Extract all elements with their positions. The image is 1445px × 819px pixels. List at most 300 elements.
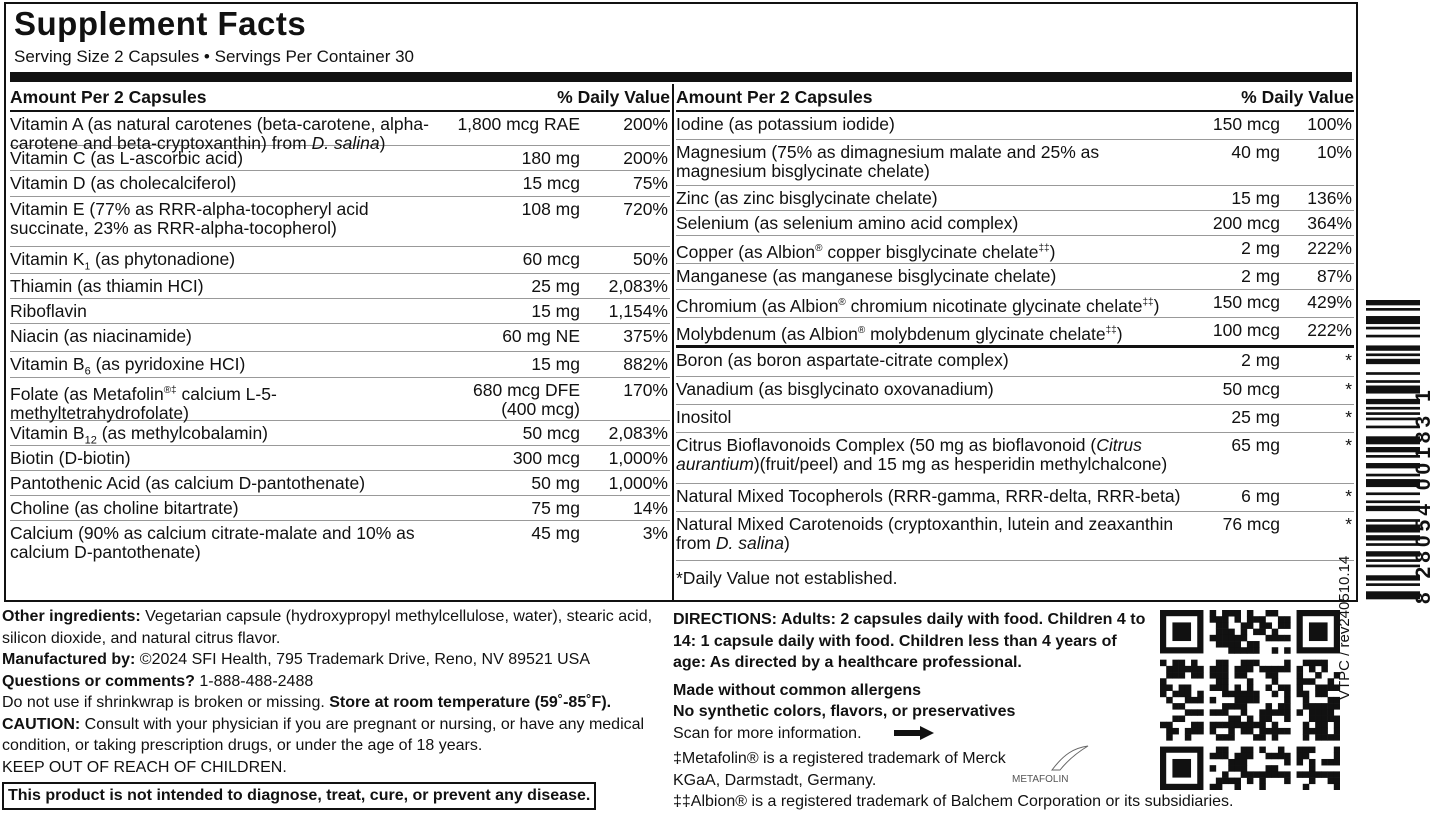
qr-module [1216, 778, 1223, 785]
qr-module [1309, 716, 1316, 723]
qr-module [1247, 684, 1254, 691]
nutrient-name: Natural Mixed Tocopherols (RRR-gamma, RRR-delta, RRR-beta) [676, 486, 1181, 506]
qr-module [1179, 703, 1186, 710]
qr-module [1166, 697, 1173, 704]
nutrient-row [10, 112, 670, 153]
divider-bar [10, 72, 1352, 82]
qr-module [1241, 728, 1248, 735]
qr-module [1234, 697, 1241, 704]
qr-module [1334, 703, 1340, 710]
qr-module [1272, 691, 1279, 698]
metafolin-trademark: ‡Metafolin® is a registered trademark of Merck KGaA, Darmstadt, Germany. [673, 750, 1006, 789]
qr-module [1284, 622, 1291, 629]
nutrient-name: Natural Mixed Carotenoids (cryptoxanthin, lutein and zeaxanthin from D. salina) [676, 514, 1174, 553]
nutrient-dv: 136% [1307, 188, 1352, 208]
qr-module [1247, 660, 1254, 667]
barcode-bar [1366, 327, 1420, 330]
qr-module [1334, 759, 1340, 766]
qr-module [1241, 691, 1248, 698]
qr-module [1321, 771, 1328, 778]
qr-module [1210, 635, 1217, 642]
qr-module [1328, 709, 1335, 716]
qr-module [1216, 684, 1223, 691]
qr-module [1303, 691, 1310, 698]
qr-module [1272, 722, 1279, 729]
barcode-bar [1366, 300, 1420, 305]
serving-info: Serving Size 2 Capsules • Servings Per Container 30 [14, 47, 414, 66]
qr-module [1160, 684, 1167, 691]
qr-module [1259, 666, 1266, 673]
qr-module [1321, 660, 1328, 667]
qr-module [1216, 678, 1223, 685]
qr-module [1328, 703, 1335, 710]
qr-module [1321, 709, 1328, 716]
nutrient-amount: 100 mcg [1212, 320, 1280, 340]
nutrient-amount: 150 mcg [1212, 114, 1280, 134]
qr-module [1185, 728, 1192, 735]
qr-module [1328, 734, 1335, 741]
nutrient-dv: * [1345, 486, 1352, 506]
qr-module [1222, 610, 1229, 617]
barcode-bar [1366, 308, 1420, 311]
qr-module [1222, 684, 1229, 691]
nutrient-name: Vitamin C (as L-ascorbic acid) [10, 148, 244, 168]
qr-module [1259, 784, 1266, 790]
nutrient-row [10, 247, 670, 274]
nutrient-dv: 1,154% [608, 301, 668, 321]
qr-module [1309, 728, 1316, 735]
qr-module [1234, 635, 1241, 642]
nutrient-name: Folate (as Metafolin®‡ calcium L-5-methyltetrahydrofolate) [10, 383, 277, 423]
qr-module [1259, 747, 1266, 754]
qr-module [1297, 666, 1304, 673]
nutrient-name: Magnesium (75% as dimagnesium malate and 25% as magnesium bisglycinate chelate) [676, 142, 1100, 181]
nutrient-name: Pantothenic Acid (as calcium D-pantothenate) [10, 473, 366, 493]
nutrient-name: Thiamin (as thiamin HCI) [10, 276, 204, 296]
caution: CAUTION: Consult with your physician if you are pregnant or nursing, or have any medical condition, or taking prescription drugs, or under the age of 18 years. [2, 715, 645, 754]
qr-module [1234, 641, 1241, 648]
qr-module [1216, 672, 1223, 679]
qr-module [1253, 660, 1260, 667]
nutrient-row [676, 484, 1354, 512]
arrow-right-icon [894, 726, 934, 740]
nutrient-row [676, 140, 1354, 186]
qr-module [1234, 703, 1241, 710]
qr-module [1334, 747, 1340, 754]
supplement-facts-panel [4, 2, 1358, 602]
qr-module [1234, 716, 1241, 723]
qr-module [1222, 635, 1229, 642]
nutrient-name: Boron (as boron aspartate-citrate complex) [676, 350, 1009, 370]
nutrient-amount: 65 mg [1231, 435, 1280, 455]
qr-module [1247, 747, 1254, 754]
qr-module [1334, 734, 1340, 741]
nutrient-dv: 375% [623, 326, 668, 346]
qr-module [1179, 691, 1186, 698]
qr-module [1328, 716, 1335, 723]
qr-module [1247, 678, 1254, 685]
qr-module [1284, 778, 1291, 785]
qr-module [1253, 734, 1260, 741]
qr-module [1172, 703, 1179, 710]
nutrient-row [10, 299, 670, 324]
nutrient-row [676, 290, 1354, 318]
qr-module [1272, 666, 1279, 673]
qr-module [1210, 610, 1217, 617]
qr-module [1253, 771, 1260, 778]
directions: DIRECTIONS: Adults: 2 capsules daily with food. Children 4 to 14: 1 capsule daily with food. Children less than 4 years of age: As directed by a healthcare professional. [673, 611, 1146, 671]
nutrient-amount: 25 mg [1231, 407, 1280, 427]
qr-module [1266, 765, 1273, 772]
nutrient-name: Chromium (as Albion® chromium nicotinate glycinate chelate‡‡) [676, 295, 1160, 316]
nutrient-name: Inositol [676, 407, 732, 427]
qr-module [1321, 722, 1328, 729]
qr-module [1241, 697, 1248, 704]
nutrient-row [10, 496, 670, 521]
nutrient-name: Vitamin $B_6$ (as pyridoxine HCI) [10, 354, 246, 378]
qr-module [1172, 728, 1179, 735]
qr-module [1309, 703, 1316, 710]
qr-module [1185, 691, 1192, 698]
qr-module [1185, 709, 1192, 716]
nutrient-name: Biotin (D-biotin) [10, 448, 131, 468]
nutrient-name: Vitamin A (as natural carotenes (beta-carotene, alpha-carotene and beta-cryptoxanthin) from D. salina) [10, 114, 429, 153]
barcode-bar [1366, 359, 1420, 364]
qr-module [1197, 722, 1204, 729]
qr-finder [1309, 622, 1328, 641]
qr-module [1172, 660, 1179, 667]
nutrient-name: Selenium (as selenium amino acid complex) [676, 213, 1019, 233]
nutrient-name: Vitamin $K_1$ (as phytonadione) [10, 249, 236, 273]
qr-module [1210, 784, 1217, 790]
qr-module [1321, 728, 1328, 735]
qr-module [1284, 703, 1291, 710]
qr-module [1166, 666, 1173, 673]
nutrient-row [10, 378, 670, 421]
qr-module [1241, 672, 1248, 679]
qr-module [1172, 666, 1179, 673]
qr-module [1259, 728, 1266, 735]
qr-module [1234, 672, 1241, 679]
qr-module [1210, 753, 1217, 760]
nutrient-dv: 170% [623, 380, 668, 400]
nutrient-row [676, 211, 1354, 236]
qr-module [1309, 778, 1316, 785]
manufacturer: Manufactured by: ©2024 SFI Health, 795 Trademark Drive, Reno, NV 89521 USA [2, 651, 591, 668]
qr-module [1328, 778, 1335, 785]
nutrient-dv: 222% [1307, 320, 1352, 340]
qr-module [1241, 771, 1248, 778]
qr-module [1278, 753, 1285, 760]
right-nutrient-column [676, 84, 1354, 589]
qr-module [1197, 691, 1204, 698]
qr-module [1222, 641, 1229, 648]
dv-header: % Daily Value [1241, 87, 1354, 107]
amount-header: Amount Per 2 Capsules [10, 87, 207, 107]
qr-module [1303, 728, 1310, 735]
scan-note: Scan for more information. [673, 723, 1153, 745]
qr-module [1297, 709, 1304, 716]
qr-module [1315, 771, 1322, 778]
qr-module [1166, 672, 1173, 679]
version-code: VTPC / rev240510.14 [1336, 555, 1353, 700]
qr-module [1179, 684, 1186, 691]
qr-module [1210, 616, 1217, 623]
qr-module [1185, 684, 1192, 691]
qr-module [1247, 771, 1254, 778]
qr-module [1247, 610, 1254, 617]
qr-finder [1172, 759, 1191, 778]
qr-module [1234, 765, 1241, 772]
svg-text:METAFOLIN: METAFOLIN [1012, 774, 1069, 785]
qr-module [1197, 697, 1204, 704]
qr-module [1266, 753, 1273, 760]
qr-module [1210, 728, 1217, 735]
nutrient-name: Manganese (as manganese bisglycinate chelate) [676, 266, 1057, 286]
nutrient-dv: 3% [642, 523, 668, 543]
nutrient-amount: 60 mg NE [502, 326, 580, 346]
albion-trademark: ‡‡Albion® is a registered trademark of Balchem Corporation or its subsidiaries. [673, 793, 1234, 810]
qr-module [1191, 660, 1198, 667]
qr-module [1191, 672, 1198, 679]
nutrient-row [676, 433, 1354, 484]
qr-module [1321, 684, 1328, 691]
qr-module [1259, 716, 1266, 723]
qr-module [1284, 684, 1291, 691]
qr-module [1272, 771, 1279, 778]
qr-module [1272, 709, 1279, 716]
qr-module [1259, 616, 1266, 623]
qr-module [1259, 622, 1266, 629]
qr-module [1272, 728, 1279, 735]
nutrient-dv: * [1345, 350, 1352, 370]
barcode-bar [1366, 353, 1420, 356]
qr-module [1234, 759, 1241, 766]
qr-module [1241, 722, 1248, 729]
qr-module [1303, 771, 1310, 778]
nutrient-row [10, 171, 670, 197]
nutrient-amount: 50 mcg [522, 423, 580, 443]
barcode-bar [1366, 335, 1420, 338]
nutrient-dv: 429% [1307, 292, 1352, 312]
qr-module [1234, 616, 1241, 623]
qr-module [1241, 647, 1248, 654]
qr-module [1247, 753, 1254, 760]
nutrient-dv: 222% [1307, 238, 1352, 258]
qr-module [1234, 784, 1241, 790]
nutrient-row [676, 112, 1354, 140]
qr-code[interactable] [1160, 610, 1340, 790]
nutrient-dv: 1,000% [608, 448, 668, 468]
qr-module [1197, 666, 1204, 673]
qr-module [1216, 660, 1223, 667]
qr-module [1272, 734, 1279, 741]
nutrient-amount: 300 mcg [512, 448, 580, 468]
nutrient-dv: 100% [1307, 114, 1352, 134]
disclaimer: This product is not intended to diagnose, treat, cure, or prevent any disease. [2, 782, 596, 810]
qr-module [1315, 734, 1322, 741]
qr-module [1179, 716, 1186, 723]
qr-module [1228, 765, 1235, 772]
qr-module [1222, 747, 1229, 754]
qr-module [1315, 691, 1322, 698]
qr-module [1259, 629, 1266, 636]
qr-module [1328, 678, 1335, 685]
qr-module [1228, 647, 1235, 654]
nutrient-row [10, 471, 670, 496]
qr-module [1172, 672, 1179, 679]
qr-module [1297, 771, 1304, 778]
qr-module [1253, 616, 1260, 623]
nutrient-row [676, 318, 1354, 348]
nutrient-amount: 150 mcg [1212, 292, 1280, 312]
qr-module [1334, 722, 1340, 729]
nutrient-row [10, 324, 670, 352]
nutrient-dv: 2,083% [608, 276, 668, 296]
dv-note: *Daily Value not established. [676, 568, 898, 588]
nutrient-amount: 45 mg [531, 523, 580, 543]
qr-module [1266, 635, 1273, 642]
qr-module [1334, 753, 1340, 760]
qr-module [1278, 622, 1285, 629]
qr-module [1334, 784, 1340, 790]
qr-module [1241, 709, 1248, 716]
qr-module [1222, 709, 1229, 716]
qr-module [1315, 716, 1322, 723]
qr-module [1309, 759, 1316, 766]
nutrient-row [676, 405, 1354, 433]
qr-module [1247, 641, 1254, 648]
nutrient-dv: 720% [623, 199, 668, 219]
qr-module [1160, 660, 1167, 667]
nutrient-amount: 180 mg [521, 148, 580, 168]
other-ingredients: Other ingredients: Vegetarian capsule (hydroxypropyl methylcellulose, water), stearic acid, silicon dioxide, and natural citrus flavor. [2, 608, 653, 647]
nutrient-name: Vitamin E (77% as RRR-alpha-tocopheryl acid succinate, 23% as RRR-alpha-tocopherol) [10, 199, 369, 238]
nutrient-name: Citrus Bioflavonoids Complex (50 mg as bioflavonoid (Citrus aurantium)(fruit/peel) and 15 mg as hesperidin methylchalcone) [676, 435, 1168, 474]
qr-module [1321, 759, 1328, 766]
nutrient-row [10, 446, 670, 471]
qr-module [1191, 722, 1198, 729]
qr-module [1222, 722, 1229, 729]
column-header [676, 84, 1354, 112]
nutrient-row [10, 274, 670, 299]
qr-module [1247, 778, 1254, 785]
barcode-number: 8 28054 00183 1 [1412, 386, 1435, 604]
nutrient-amount: 6 mg [1241, 486, 1280, 506]
qr-module [1278, 728, 1285, 735]
qr-module [1241, 635, 1248, 642]
qr-module [1210, 697, 1217, 704]
qr-module [1247, 722, 1254, 729]
qr-module [1315, 728, 1322, 735]
nutrient-dv: 10% [1316, 142, 1352, 162]
qr-module [1278, 703, 1285, 710]
qr-module [1210, 709, 1217, 716]
qr-module [1247, 716, 1254, 723]
qr-module [1172, 691, 1179, 698]
qr-module [1216, 734, 1223, 741]
qr-module [1197, 672, 1204, 679]
qr-module [1266, 672, 1273, 679]
qr-module [1303, 697, 1310, 704]
qr-module [1272, 629, 1279, 636]
qr-module [1303, 660, 1310, 667]
nutrient-amount: 1,800 mcg RAE [457, 114, 580, 134]
nutrient-name: Zinc (as zinc bisglycinate chelate) [676, 188, 938, 208]
qr-module [1278, 666, 1285, 673]
qr-module [1284, 716, 1291, 723]
qr-module [1210, 765, 1217, 772]
nutrient-dv: 75% [632, 173, 668, 193]
qr-module [1266, 728, 1273, 735]
nutrient-dv: * [1345, 514, 1352, 534]
nutrient-name: Molybdenum (as Albion® molybdenum glycinate chelate‡‡) [676, 323, 1123, 344]
qr-module [1321, 703, 1328, 710]
qr-module [1297, 753, 1304, 760]
qr-module [1315, 684, 1322, 691]
nutrient-dv: 200% [623, 148, 668, 168]
qr-module [1284, 753, 1291, 760]
nutrient-row [10, 352, 670, 378]
qr-module [1166, 722, 1173, 729]
qr-module [1234, 666, 1241, 673]
nutrient-amount: 2 mg [1241, 238, 1280, 258]
qr-module [1328, 697, 1335, 704]
qr-module [1321, 716, 1328, 723]
qr-module [1228, 759, 1235, 766]
qr-module [1315, 660, 1322, 667]
qr-module [1303, 722, 1310, 729]
barcode-bar [1366, 380, 1420, 383]
qr-finder [1172, 622, 1191, 641]
qr-module [1179, 660, 1186, 667]
qr-module [1259, 734, 1266, 741]
qr-module [1266, 771, 1273, 778]
qr-module [1222, 616, 1229, 623]
qr-module [1334, 778, 1340, 785]
qr-module [1309, 747, 1316, 754]
qr-module [1284, 697, 1291, 704]
qr-module [1253, 629, 1260, 636]
nutrient-dv: * [1345, 435, 1352, 455]
qr-module [1259, 778, 1266, 785]
qr-module [1228, 722, 1235, 729]
qr-module [1222, 753, 1229, 760]
qr-module [1247, 666, 1254, 673]
qr-module [1284, 660, 1291, 667]
qr-module [1328, 759, 1335, 766]
qr-module [1266, 622, 1273, 629]
qr-module [1222, 778, 1229, 785]
panel-title: Supplement Facts [14, 5, 307, 42]
nutrient-amount: 40 mg [1231, 142, 1280, 162]
nutrient-name: Riboflavin [10, 301, 87, 321]
qr-module [1222, 622, 1229, 629]
qr-module [1228, 691, 1235, 698]
qr-module [1328, 684, 1335, 691]
nutrient-name: Iodine (as potassium iodide) [676, 114, 895, 134]
qr-module [1228, 716, 1235, 723]
qr-module [1228, 703, 1235, 710]
qr-module [1272, 678, 1279, 685]
qr-module [1222, 629, 1229, 636]
qr-module [1278, 616, 1285, 623]
qr-module [1253, 722, 1260, 729]
nutrient-dv: 50% [632, 249, 668, 269]
qr-module [1334, 728, 1340, 735]
qr-module [1166, 734, 1173, 741]
nutrient-amount: 200 mcg [1212, 213, 1280, 233]
